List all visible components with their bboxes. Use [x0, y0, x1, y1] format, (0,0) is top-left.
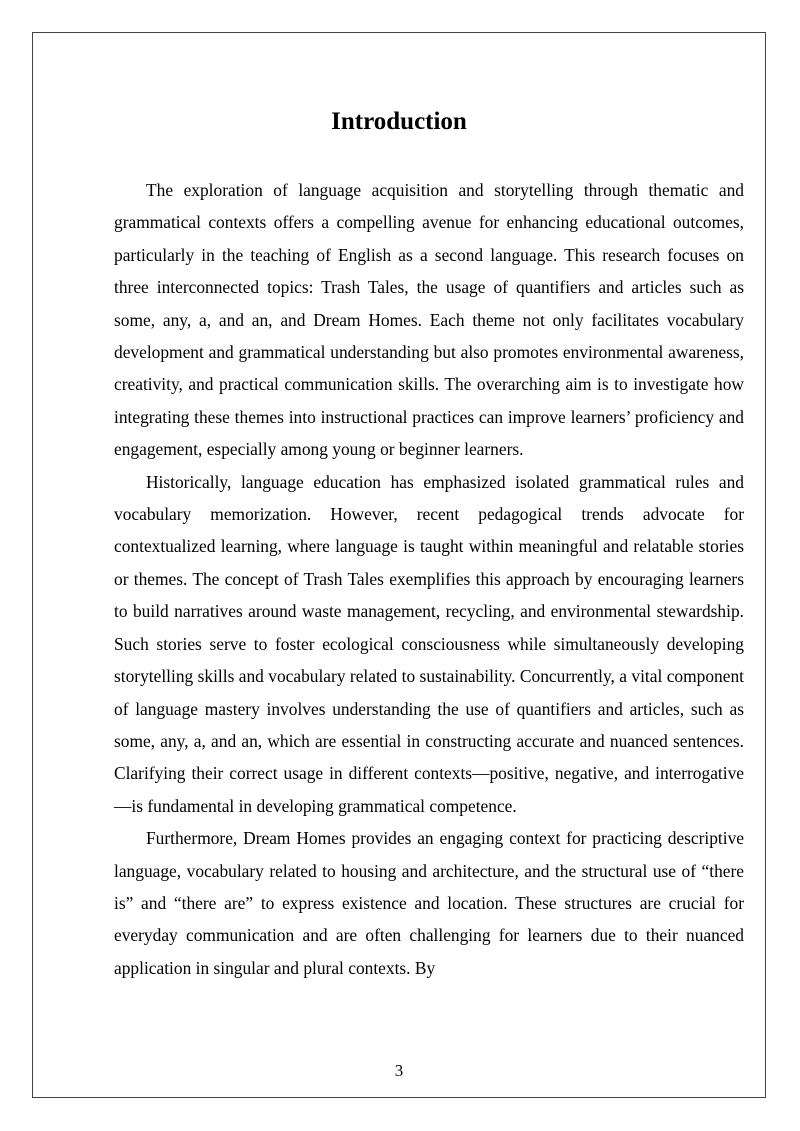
page	[32, 32, 766, 1098]
page-number: 3	[394, 1061, 404, 1080]
paragraph-2: Historically, language education has emphasized isolated grammatical rules and vocabulary memorization. However, recent pedagogical trends advocate for contextualized learning, where language is taught within meaningful and relatable stories or themes. The concept of Trash Tales exemplifies this approach by encouraging learners to build narratives around waste management, recycling, and environmental stewardship. Such stories serve to foster ecological consciousness while simultaneously developing storytelling skills and vocabulary related to sustainability. Concurrently, a vital component of language mastery involves understanding the use of quantifiers and articles, such as some, any, a, and an, which are essential in constructing accurate and nuanced sentences. Clarifying their correct usage in different contexts—positive, negative, and interrogative—is fundamental in developing grammatical competence.	[114, 471, 744, 816]
document-body	[114, 174, 744, 984]
page-title: Introduction	[331, 108, 467, 135]
paragraph-1: The exploration of language acquisition and storytelling through thematic and grammatical contexts offers a compelling avenue for enhancing educational outcomes, particularly in the teaching of English as a second language. This research focuses on three interconnected topics: Trash Tales, the usage of quantifiers and articles such as some, any, a, and an, and Dream Homes. Each theme not only facilitates vocabulary development and grammatical understanding but also promotes environmental awareness, creativity, and practical communication skills. The overarching aim is to investigate how integrating these themes into instructional practices can improve learners’ proficiency and engagement, especially among young or beginner learners.	[114, 180, 744, 460]
paragraph-3: Furthermore, Dream Homes provides an engaging context for practicing descriptive language, vocabulary related to housing and architecture, and the structural use of “there is” and “there are” to express existence and location. These structures are crucial for everyday communication and are often challenging for learners due to their nuanced application in singular and plural contexts. By	[114, 828, 744, 978]
